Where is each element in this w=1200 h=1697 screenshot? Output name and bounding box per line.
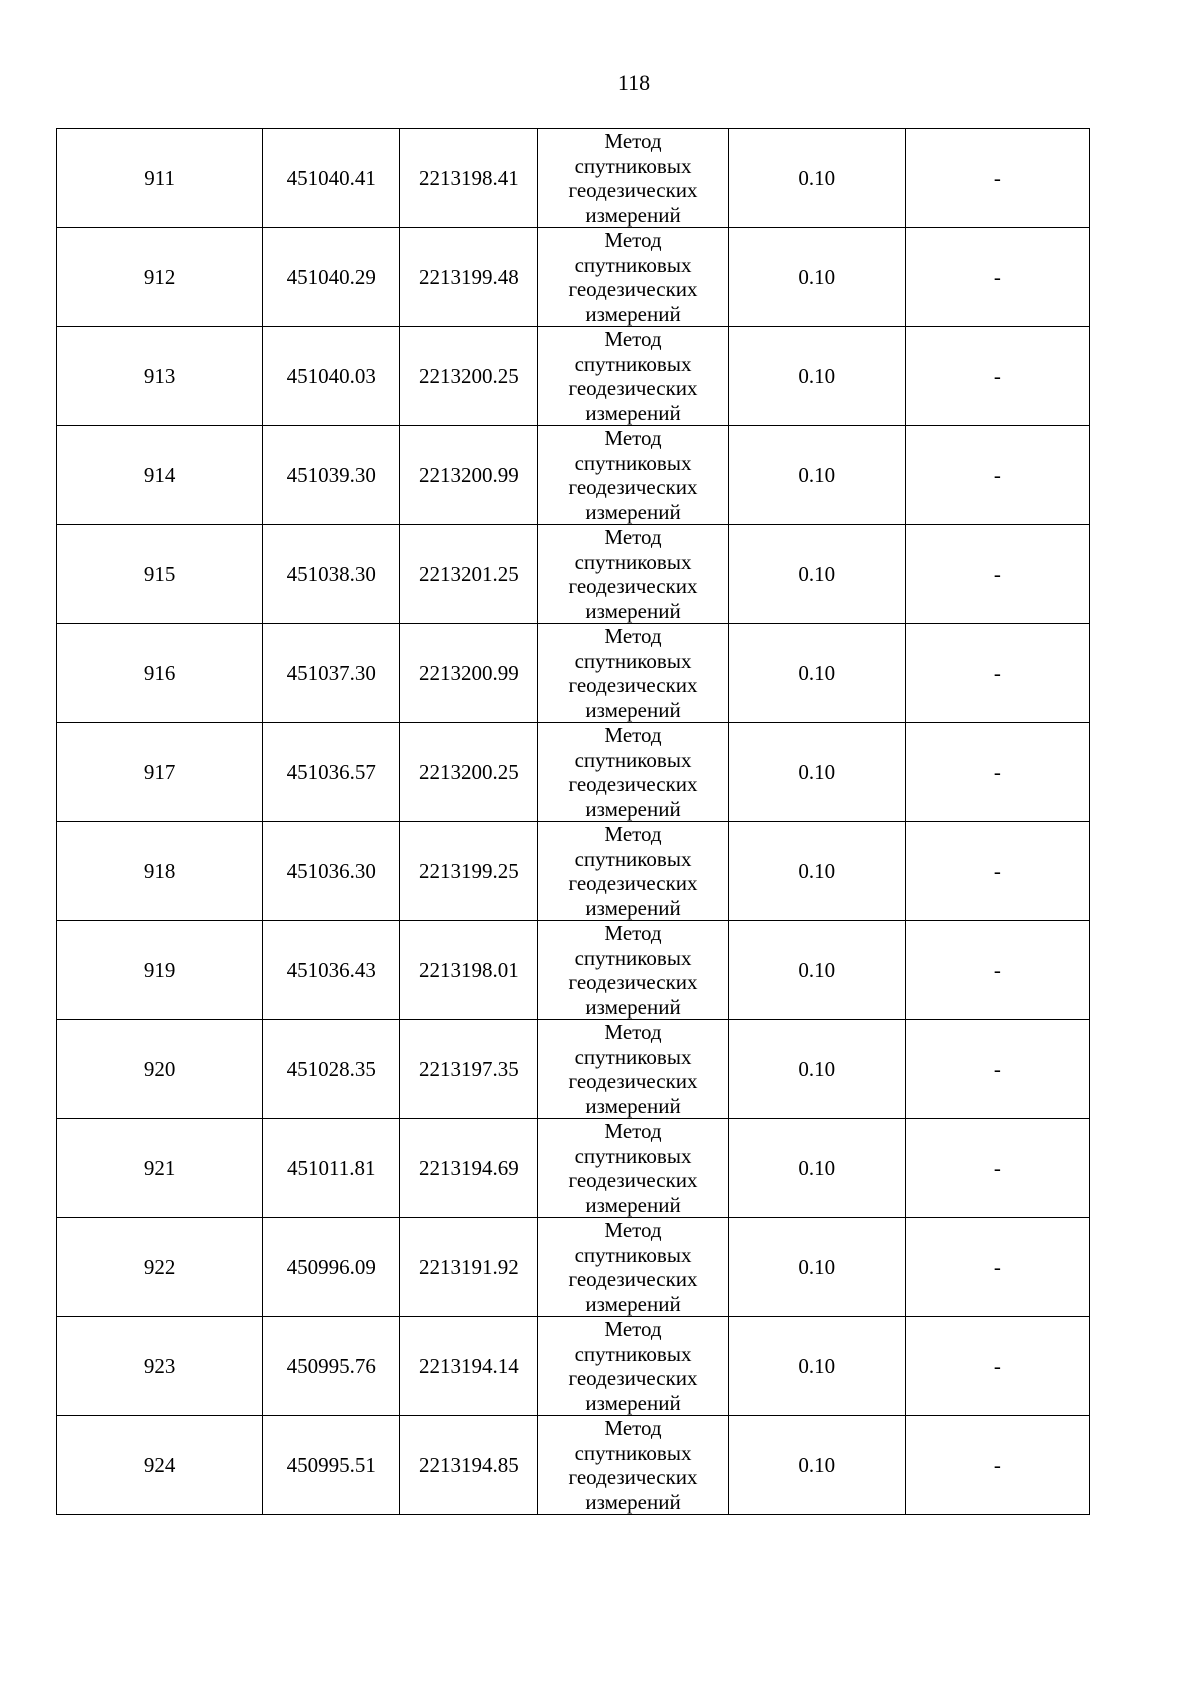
x-coordinate-cell: 451038.30: [263, 525, 400, 624]
point-number-cell: 917: [57, 723, 263, 822]
y-coordinate-cell: 2213197.35: [400, 1020, 538, 1119]
table-row: [57, 1416, 1090, 1515]
method-cell: [538, 822, 728, 921]
method-text-line: спутниковых: [574, 1341, 692, 1366]
method-text-line: спутниковых: [574, 351, 692, 376]
method-cell: [538, 1416, 728, 1515]
method-text-line: спутниковых: [574, 549, 692, 574]
method-text-line: Метод: [604, 1218, 662, 1242]
x-coordinate-cell: 450995.76: [263, 1317, 400, 1416]
accuracy-cell: 0.10: [728, 525, 905, 624]
x-coordinate-cell: 451036.30: [263, 822, 400, 921]
note-cell: -: [905, 129, 1089, 228]
method-text-line: Метод: [604, 1317, 662, 1341]
method-text-line: геодезических: [568, 1069, 698, 1093]
method-text-line: измерений: [585, 895, 681, 920]
table-row: [57, 1020, 1090, 1119]
method-text-line: измерений: [585, 301, 681, 326]
method-cell: [538, 327, 728, 426]
x-coordinate-cell: 451028.35: [263, 1020, 400, 1119]
method-text-line: Метод: [604, 921, 662, 945]
accuracy-cell: 0.10: [728, 426, 905, 525]
x-coordinate-cell: 451040.29: [263, 228, 400, 327]
method-text-line: Метод: [604, 1020, 662, 1044]
table-row: [57, 624, 1090, 723]
note-cell: -: [905, 228, 1089, 327]
note-cell: -: [905, 723, 1089, 822]
method-text-line: измерений: [585, 1390, 681, 1415]
method-text-line: измерений: [585, 994, 681, 1019]
method-cell: [538, 129, 728, 228]
table-row: [57, 723, 1090, 822]
point-number-cell: 918: [57, 822, 263, 921]
x-coordinate-cell: 450996.09: [263, 1218, 400, 1317]
method-cell: [538, 1218, 728, 1317]
y-coordinate-cell: 2213200.99: [400, 426, 538, 525]
x-coordinate-cell: 451039.30: [263, 426, 400, 525]
table-row: [57, 327, 1090, 426]
note-cell: -: [905, 1416, 1089, 1515]
point-number-cell: 923: [57, 1317, 263, 1416]
note-cell: -: [905, 327, 1089, 426]
point-number-cell: 915: [57, 525, 263, 624]
y-coordinate-cell: 2213199.25: [400, 822, 538, 921]
method-text-line: спутниковых: [574, 153, 692, 178]
method-text-line: геодезических: [568, 376, 698, 400]
method-text-line: Метод: [604, 129, 662, 153]
method-text-line: геодезических: [568, 178, 698, 202]
accuracy-cell: 0.10: [728, 1317, 905, 1416]
method-text-line: геодезических: [568, 673, 698, 697]
accuracy-cell: 0.10: [728, 228, 905, 327]
method-text-line: спутниковых: [574, 1143, 692, 1168]
method-text-line: Метод: [604, 525, 662, 549]
method-text-line: спутниковых: [574, 1044, 692, 1069]
note-cell: -: [905, 1218, 1089, 1317]
method-text-line: Метод: [604, 1119, 662, 1143]
x-coordinate-cell: 451036.43: [263, 921, 400, 1020]
table-row: [57, 1218, 1090, 1317]
method-text-line: спутниковых: [574, 252, 692, 277]
point-number-cell: 924: [57, 1416, 263, 1515]
method-text-line: Метод: [604, 426, 662, 450]
table-row: [57, 129, 1090, 228]
y-coordinate-cell: 2213191.92: [400, 1218, 538, 1317]
note-cell: -: [905, 1020, 1089, 1119]
method-cell: [538, 426, 728, 525]
x-coordinate-cell: 451040.03: [263, 327, 400, 426]
table-row: [57, 822, 1090, 921]
method-text-line: спутниковых: [574, 846, 692, 871]
method-text-line: Метод: [604, 1416, 662, 1440]
note-cell: -: [905, 921, 1089, 1020]
method-cell: [538, 723, 728, 822]
method-cell: [538, 1119, 728, 1218]
method-text-line: измерений: [585, 499, 681, 524]
method-text-line: измерений: [585, 1192, 681, 1217]
method-text-line: измерений: [585, 1291, 681, 1316]
method-text-line: измерений: [585, 796, 681, 821]
method-cell: [538, 1317, 728, 1416]
point-number-cell: 921: [57, 1119, 263, 1218]
y-coordinate-cell: 2213194.69: [400, 1119, 538, 1218]
method-text-line: Метод: [604, 327, 662, 351]
table-row: [57, 525, 1090, 624]
method-text-line: спутниковых: [574, 945, 692, 970]
method-text-line: Метод: [604, 822, 662, 846]
method-text-line: геодезических: [568, 1366, 698, 1390]
method-text-line: геодезических: [568, 1465, 698, 1489]
table-row: [57, 921, 1090, 1020]
note-cell: -: [905, 822, 1089, 921]
method-text-line: геодезических: [568, 1267, 698, 1291]
method-cell: [538, 228, 728, 327]
method-text-line: геодезических: [568, 475, 698, 499]
point-number-cell: 919: [57, 921, 263, 1020]
x-coordinate-cell: 451036.57: [263, 723, 400, 822]
y-coordinate-cell: 2213194.14: [400, 1317, 538, 1416]
note-cell: -: [905, 1119, 1089, 1218]
method-text-line: спутниковых: [574, 648, 692, 673]
y-coordinate-cell: 2213201.25: [400, 525, 538, 624]
table-row: [57, 426, 1090, 525]
method-text-line: спутниковых: [574, 1242, 692, 1267]
point-number-cell: 922: [57, 1218, 263, 1317]
note-cell: -: [905, 426, 1089, 525]
y-coordinate-cell: 2213200.25: [400, 327, 538, 426]
accuracy-cell: 0.10: [728, 327, 905, 426]
method-cell: [538, 1020, 728, 1119]
method-text-line: спутниковых: [574, 450, 692, 475]
accuracy-cell: 0.10: [728, 624, 905, 723]
point-number-cell: 912: [57, 228, 263, 327]
method-text-line: геодезических: [568, 772, 698, 796]
method-text-line: спутниковых: [574, 747, 692, 772]
method-text-line: измерений: [585, 202, 681, 227]
note-cell: -: [905, 1317, 1089, 1416]
accuracy-cell: 0.10: [728, 1218, 905, 1317]
method-cell: [538, 624, 728, 723]
table-row: [57, 228, 1090, 327]
y-coordinate-cell: 2213199.48: [400, 228, 538, 327]
x-coordinate-cell: 451011.81: [263, 1119, 400, 1218]
page-number: 118: [617, 70, 651, 95]
accuracy-cell: 0.10: [728, 129, 905, 228]
accuracy-cell: 0.10: [728, 723, 905, 822]
note-cell: -: [905, 624, 1089, 723]
y-coordinate-cell: 2213194.85: [400, 1416, 538, 1515]
x-coordinate-cell: 451040.41: [263, 129, 400, 228]
accuracy-cell: 0.10: [728, 1119, 905, 1218]
table-row: [57, 1119, 1090, 1218]
method-text-line: геодезических: [568, 1168, 698, 1192]
point-number-cell: 920: [57, 1020, 263, 1119]
method-cell: [538, 525, 728, 624]
x-coordinate-cell: 451037.30: [263, 624, 400, 723]
method-text-line: спутниковых: [574, 1440, 692, 1465]
accuracy-cell: 0.10: [728, 921, 905, 1020]
method-text-line: измерений: [585, 598, 681, 623]
method-text-line: геодезических: [568, 871, 698, 895]
y-coordinate-cell: 2213200.25: [400, 723, 538, 822]
y-coordinate-cell: 2213198.41: [400, 129, 538, 228]
y-coordinate-cell: 2213198.01: [400, 921, 538, 1020]
method-text-line: измерений: [585, 1093, 681, 1118]
x-coordinate-cell: 450995.51: [263, 1416, 400, 1515]
point-number-cell: 913: [57, 327, 263, 426]
point-number-cell: 914: [57, 426, 263, 525]
method-text-line: геодезических: [568, 970, 698, 994]
method-text-line: Метод: [604, 723, 662, 747]
y-coordinate-cell: 2213200.99: [400, 624, 538, 723]
coordinates-table-body: [57, 129, 1090, 1515]
note-cell: -: [905, 525, 1089, 624]
accuracy-cell: 0.10: [728, 1416, 905, 1515]
coordinates-table: [56, 128, 1090, 1515]
table-row: [57, 1317, 1090, 1416]
method-text-line: измерений: [585, 697, 681, 722]
method-text-line: Метод: [604, 228, 662, 252]
accuracy-cell: 0.10: [728, 822, 905, 921]
point-number-cell: 911: [57, 129, 263, 228]
method-text-line: геодезических: [568, 574, 698, 598]
method-text-line: Метод: [604, 624, 662, 648]
method-cell: [538, 921, 728, 1020]
point-number-cell: 916: [57, 624, 263, 723]
method-text-line: геодезических: [568, 277, 698, 301]
accuracy-cell: 0.10: [728, 1020, 905, 1119]
method-text-line: измерений: [585, 1489, 681, 1514]
method-text-line: измерений: [585, 400, 681, 425]
